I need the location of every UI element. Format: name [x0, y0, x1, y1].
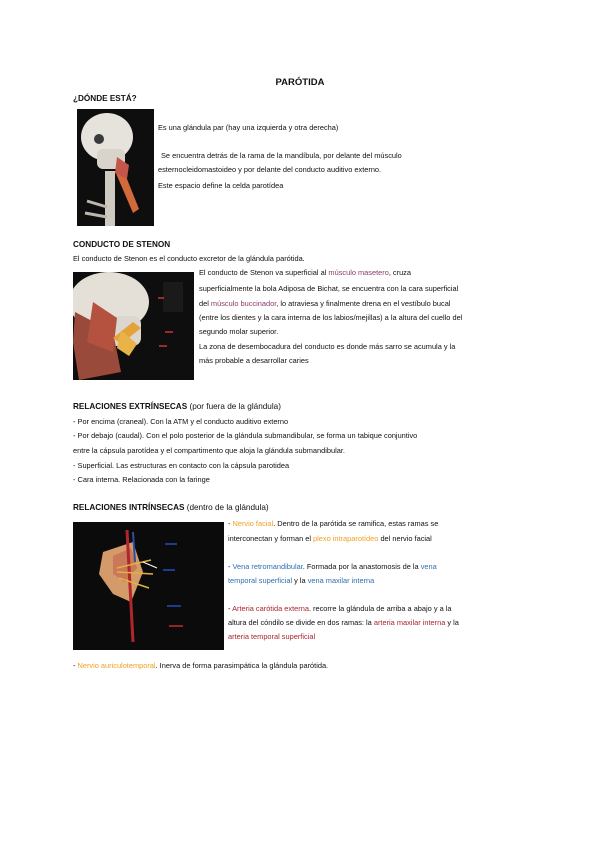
vr-dash: -: [228, 562, 233, 571]
arteria-carotida-line2: [228, 617, 459, 629]
s1-line1: Es una glándula par (hay una izquierda y otra derecha): [158, 123, 339, 132]
s3-line1: - Por encima (craneal). Con la ATM y el conducto auditivo externo: [73, 417, 289, 426]
arteria-carotida-line3: [228, 631, 315, 643]
nf-text-c: interconectan y forman el: [228, 534, 314, 543]
arteria-temporal-superficial-term: arteria temporal superficial: [228, 632, 316, 641]
arteria-carotida-line1: [228, 603, 452, 615]
ac-dash: -: [228, 604, 233, 613]
s2-line1-c: , cruza: [388, 268, 411, 277]
s2-line6: La zona de desembocadura del conducto es donde más sarro se acumula y la: [199, 342, 456, 351]
ac-text-c: altura del cóndilo se divide en dos ramas: la: [228, 618, 374, 627]
s2-line3-a: del: [199, 299, 211, 308]
vena-retromandibular-term: Vena retromandibular: [232, 562, 303, 571]
extrinsecas-heading-text: RELACIONES EXTRÍNSECAS: [73, 402, 188, 411]
musculo-masetero-term: músculo masetero: [328, 268, 389, 277]
skull-neck-image: [77, 109, 154, 226]
s3-line4: - Superficial. Las estructuras en contacto con la cápsula parotidea: [73, 461, 290, 470]
nervio-auriculotemporal-line: [73, 660, 328, 672]
s3-line5: - Cara interna. Relacionada con la faringe: [73, 475, 210, 484]
s2-line7: más probable a desarrollar caries: [199, 356, 309, 365]
vr-text-e: y la: [292, 576, 308, 585]
ac-text-b: . recorre la glándula de arriba a abajo y a la: [308, 604, 452, 613]
nervio-facial-line1: [228, 518, 438, 530]
s1-line4: Este espacio define la celda parotídea: [158, 181, 284, 190]
vena-term: vena: [420, 562, 437, 571]
temporal-superficial-term: temporal superficial: [228, 576, 293, 585]
s1-line3: esternocleidomastoideo y por delante del conducto auditivo externo.: [158, 165, 382, 174]
page-title: PARÓTIDA: [275, 77, 325, 88]
vena-retromandibular-line1: [228, 561, 437, 573]
s2-line5: segundo molar superior.: [199, 327, 279, 336]
parotid-anatomy-image: [73, 522, 224, 650]
s2-line3-c: , lo atraviesa y finalmente drena en el vestíbulo bucal: [276, 299, 451, 308]
vr-text-b: . Formada por la anastomosis de la: [302, 562, 421, 571]
vena-maxilar-interna-term: vena maxilar interna: [307, 576, 375, 585]
s1-line2: Se encuentra detrás de la rama de la mandíbula, por delante del músculo: [161, 151, 402, 160]
ac-text-e: y la: [445, 618, 459, 627]
na-text-b: . Inerva de forma parasimpática la glándula parótida.: [155, 661, 329, 670]
s2-line4: (entre los dientes y la cara interna de los labios/mejillas) a la altura del cuello del: [199, 313, 463, 322]
stenon-duct-image: [73, 272, 194, 380]
nf-text-b: . Dentro de la parótida se ramifica, estas ramas se: [273, 519, 439, 528]
intrinsecas-heading-text: RELACIONES INTRÍNSECAS: [73, 503, 185, 512]
s2-intro: El conducto de Stenon es el conducto excretor de la glándula parótida.: [73, 254, 305, 263]
nervio-facial-term: Nervio facial: [232, 519, 274, 528]
s2-line1-a: El conducto de Stenon va superficial al: [199, 268, 329, 277]
arteria-maxilar-interna-term: arteria maxilar interna: [373, 618, 446, 627]
s3-line3: entre la cápsula parotídea y el compartimento que aloja la glándula submandibular.: [73, 446, 345, 455]
intrinsecas-heading-sub: (dentro de la glándula): [184, 503, 269, 512]
s2-line1: [199, 267, 411, 279]
nf-dash: -: [228, 519, 233, 528]
na-dash: -: [73, 661, 78, 670]
plexo-intraparotideo-term: plexo intraparotídeo: [313, 534, 379, 543]
nervio-facial-line2: [228, 533, 432, 545]
nervio-auriculotemporal-term: Nervio auriculotemporal: [77, 661, 156, 670]
musculo-buccinador-term: músculo buccinador: [210, 299, 277, 308]
section-heading-intrinsecas: [73, 503, 269, 512]
nf-text-e: del nervio facial: [378, 534, 432, 543]
section-heading-stenon: CONDUCTO DE STENON: [73, 240, 171, 249]
s2-line2: superficialmente la bola Adiposa de Bichat, se encuentra con la cara superficial: [199, 284, 459, 293]
arteria-carotida-externa-term: Arteria carótida externa: [232, 604, 309, 613]
extrinsecas-heading-sub: (por fuera de la glándula): [187, 402, 281, 411]
section-heading-extrinsecas: [73, 402, 281, 411]
section-heading-donde: ¿DÓNDE ESTÁ?: [73, 94, 137, 103]
s2-line3: [199, 298, 450, 310]
s3-line2: - Por debajo (caudal). Con el polo posterior de la glándula submandibular, se forma un tabique conjuntivo: [73, 431, 418, 440]
vena-retromandibular-line2: [228, 575, 374, 587]
